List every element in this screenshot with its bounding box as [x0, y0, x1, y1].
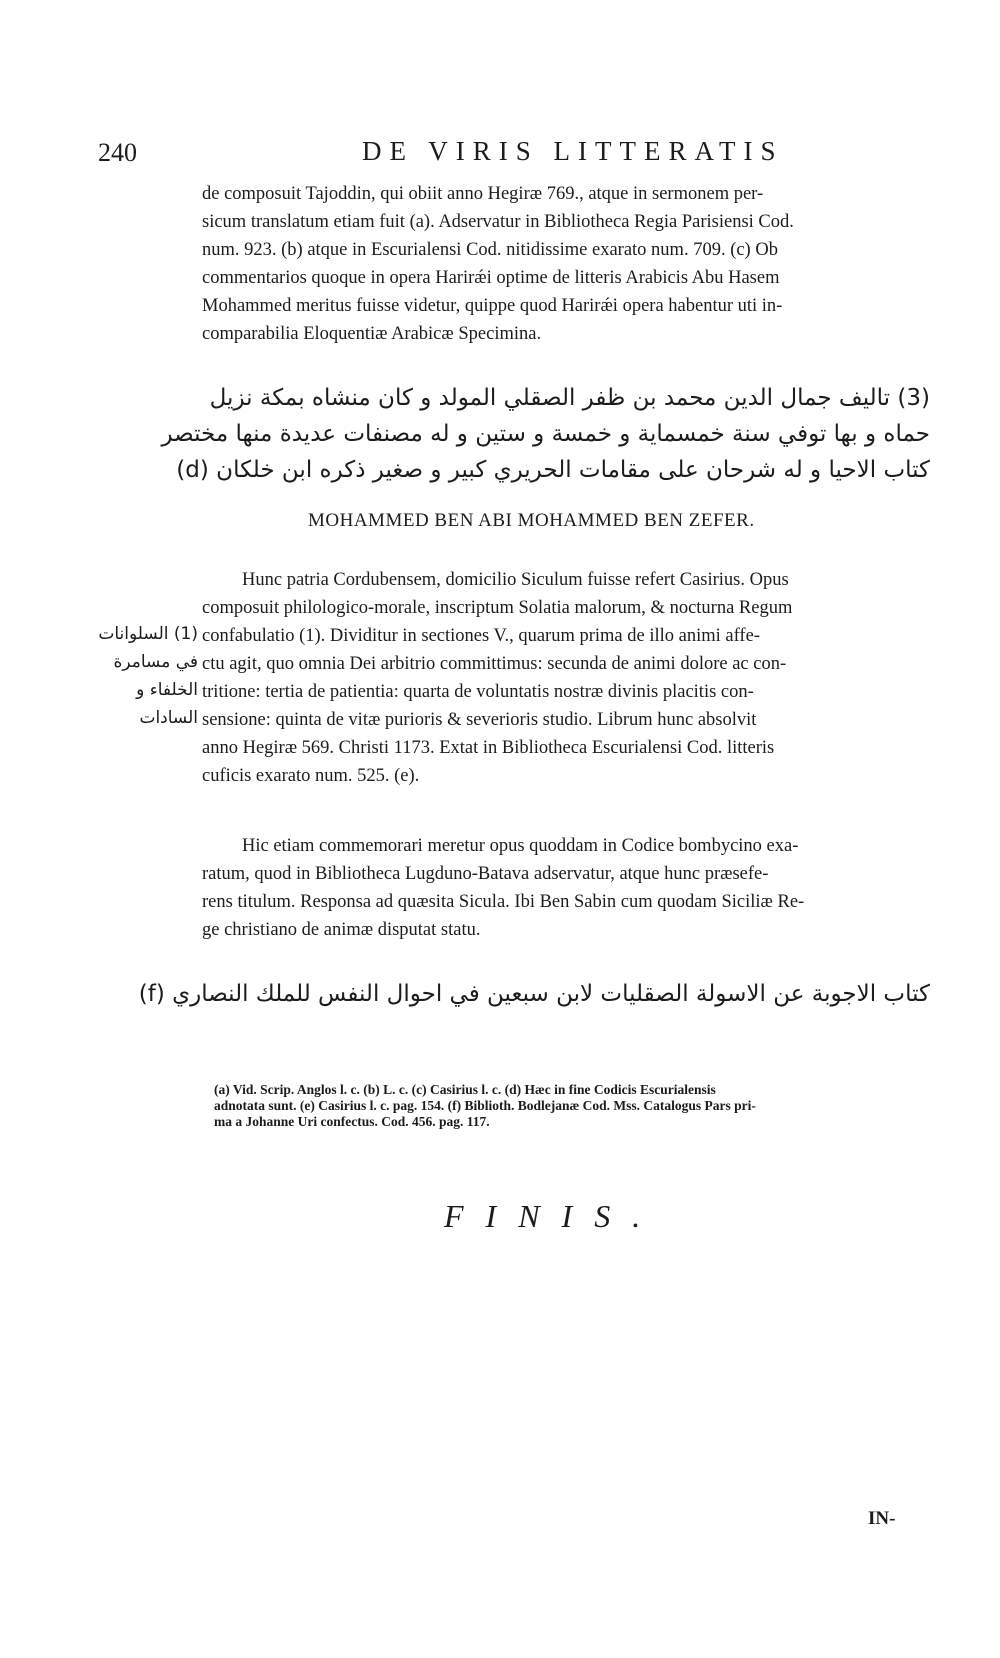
paragraph-line: sicum translatum etiam fuit (a). Adservatur in Bibliotheca Regia Parisiensi Cod.	[202, 212, 794, 232]
margin-line: الخلفاء و	[136, 680, 198, 700]
paragraph-line: composuit philologico-morale, inscriptum Solatia malorum, & nocturna Regum	[202, 598, 793, 618]
section-heading: MOHAMMED BEN ABI MOHAMMED BEN ZEFER.	[308, 510, 755, 531]
paragraph-1	[202, 180, 926, 348]
paragraph-line: rens titulum. Responsa ad quæsita Sicula. Ibi Ben Sabin cum quodam Siciliæ Re-	[202, 892, 805, 912]
footnotes	[214, 1082, 934, 1130]
arabic-line: حماه و بها توفي سنة خمسماية و خمسة و ستين و له مصنفات عديدة منها مختصر	[161, 421, 930, 447]
arabic-block-1	[161, 380, 930, 488]
margin-line: (1) السلوانات	[98, 624, 198, 644]
paragraph-line: ge christiano de animæ disputat statu.	[202, 920, 481, 940]
paragraph-line: ratum, quod in Bibliotheca Lugduno-Batava adservatur, atque hunc præsefe-	[202, 864, 769, 884]
page-number: 240	[98, 138, 137, 167]
paragraph-line: confabulatio (1). Dividitur in sectiones V., quarum prima de illo animi affe-	[202, 626, 760, 646]
finis: FINIS.	[444, 1198, 663, 1234]
paragraph-line: Mohammed meritus fuisse videtur, quippe quod Harirǽi opera habentur uti in-	[202, 296, 783, 316]
paragraph-line: tritione: tertia de patientia: quarta de voluntatis nostræ divinis placitis con-	[202, 682, 754, 702]
arabic-line: (3) تاليف جمال الدين محمد بن ظفر الصقلي المولد و كان منشاه بمكة نزيل	[209, 385, 930, 411]
margin-note-arabic	[40, 620, 198, 732]
paragraph-line: Hic etiam commemorari meretur opus quoddam in Codice bombycino exa-	[242, 836, 799, 856]
paragraph-2	[202, 566, 926, 790]
arabic-line: كتاب الاجوبة عن الاسولة الصقليات لابن سبعين في احوال النفس للملك النصاري (f)	[138, 981, 930, 1007]
footnote-line: adnotata sunt. (e) Casirius l. c. pag. 154. (f) Biblioth. Bodlejanæ Cod. Mss. Catalogus Pars pri-	[214, 1098, 756, 1113]
paragraph-line: ctu agit, quo omnia Dei arbitrio committimus: secunda de animi dolore ac con-	[202, 654, 787, 674]
paragraph-line: anno Hegiræ 569. Christi 1173. Extat in Bibliotheca Escurialensi Cod. litteris	[202, 738, 775, 758]
arabic-line: كتاب الاحيا و له شرحان على مقامات الحريري كبير و صغير ذكره ابن خلكان (d)	[176, 457, 930, 483]
footnote-line: ma a Johanne Uri confectus. Cod. 456. pag. 117.	[214, 1114, 490, 1129]
paragraph-line: sensione: quinta de vitæ purioris & severioris studio. Librum hunc absolvit	[202, 710, 757, 730]
paragraph-line: de composuit Tajoddin, qui obiit anno Hegiræ 769., atque in sermonem per-	[202, 184, 764, 204]
margin-line: السادات	[139, 708, 198, 728]
margin-line: في مسامرة	[113, 652, 198, 672]
paragraph-line: Hunc patria Cordubensem, domicilio Siculum fuisse refert Casirius. Opus	[242, 570, 789, 590]
paragraph-3	[202, 832, 926, 944]
catchword: IN-	[868, 1508, 896, 1529]
footnote-line: (a) Vid. Scrip. Anglos l. c. (b) L. c. (c) Casirius l. c. (d) Hæc in fine Codicis Escurialensis	[214, 1082, 716, 1097]
paragraph-line: commentarios quoque in opera Harirǽi optime de litteris Arabicis Abu Hasem	[202, 268, 780, 288]
paragraph-line: comparabilia Eloquentiæ Arabicæ Specimina.	[202, 324, 542, 344]
paragraph-line: cuficis exarato num. 525. (e).	[202, 766, 420, 786]
paragraph-line: num. 923. (b) atque in Escurialensi Cod. nitidissime exarato num. 709. (c) Ob	[202, 240, 778, 260]
arabic-block-2	[138, 976, 930, 1012]
running-title: DE VIRIS LITTERATIS	[362, 136, 784, 166]
